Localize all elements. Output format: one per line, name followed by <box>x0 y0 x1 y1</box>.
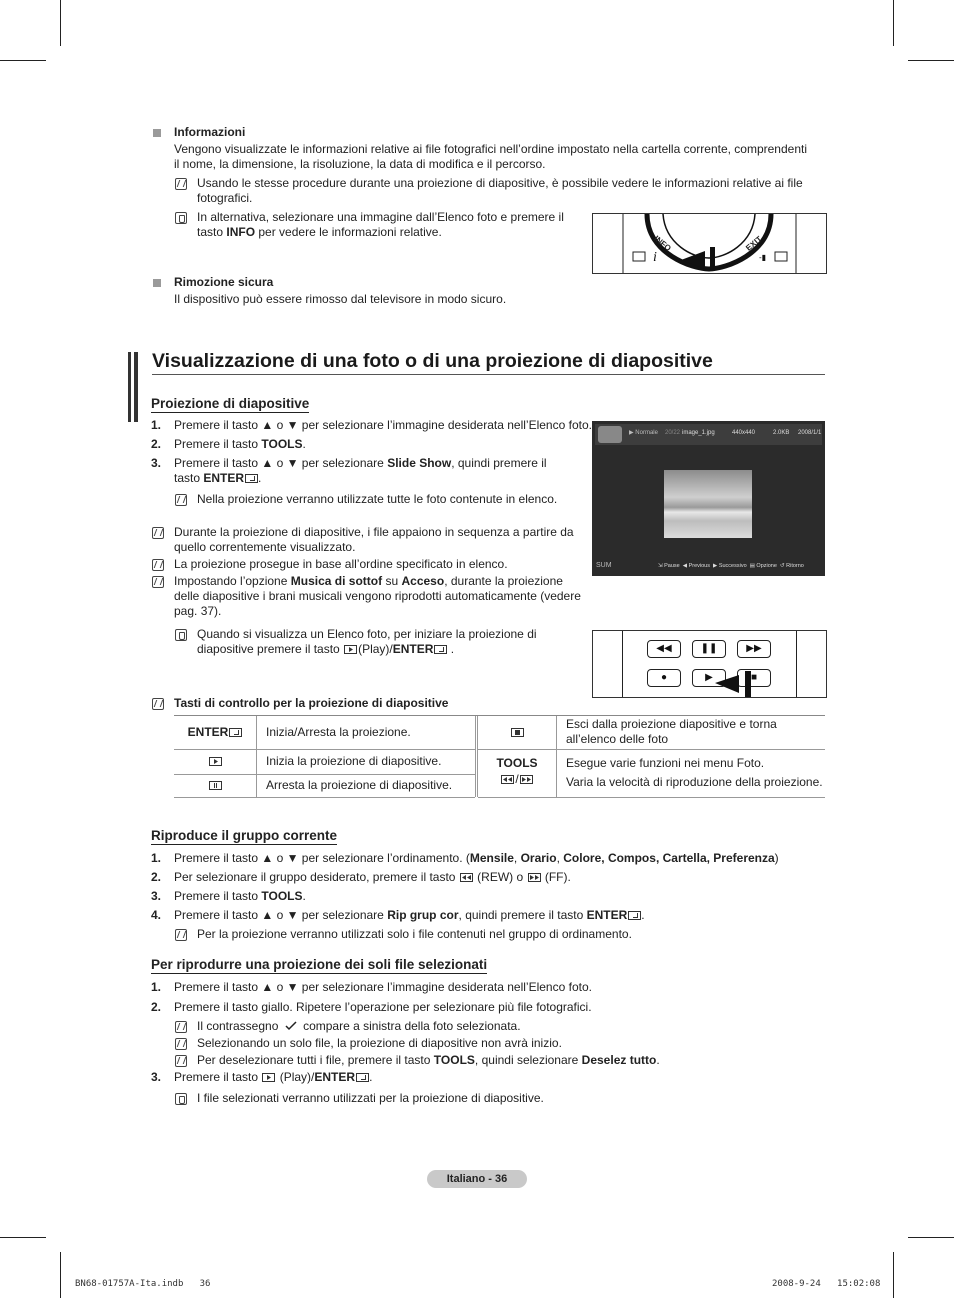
selezionati-note3: Per deselezionare tutti i file, premere il tasto TOOLS, quindi selezionare Deselez tutto. <box>197 1053 660 1067</box>
crop-mark <box>60 0 61 46</box>
gruppo-step4: Premere il tasto ▲ o ▼ per selezionare Rip grup cor, quindi premere il tasto ENTER . <box>174 908 645 922</box>
ff-icon <box>528 873 541 882</box>
page-title: Visualizzazione di una foto o di una proiezione di diapositive <box>152 350 713 372</box>
record-icon: ● <box>647 669 681 687</box>
footer-file: BN68-01757A-Ita.indb 36 <box>75 1279 211 1289</box>
note-icon <box>152 559 164 571</box>
crop-mark <box>908 60 954 61</box>
svg-text:i: i <box>653 250 657 265</box>
gruppo-note: Per la proiezione verranno utilizzati solo i file contenuti nel gruppo di ordinamento. <box>197 927 632 941</box>
bullet-square-icon <box>153 129 161 137</box>
crop-mark <box>0 60 46 61</box>
ff-icon <box>520 775 533 784</box>
slideshow-photo <box>664 470 752 538</box>
remote-info-drawing <box>593 214 826 273</box>
note-icon <box>175 1038 187 1050</box>
heading-gruppo: Riproduce il gruppo corrente <box>151 828 338 843</box>
enter-icon <box>229 728 242 737</box>
proiezione-step1: Premere il tasto ▲ o ▼ per selezionare l’immagine desiderata nell’Elenco foto. <box>174 418 592 432</box>
photo-folder-icon <box>598 426 622 443</box>
selezionati-note1: Il contrassegno compare a sinistra della foto selezionata. <box>197 1019 521 1033</box>
footer-datetime: 2008-9-24 15:02:08 <box>772 1279 881 1289</box>
note-icon <box>175 1021 187 1033</box>
pause-icon <box>209 781 222 790</box>
enter-icon <box>434 645 447 654</box>
play-icon <box>209 757 222 766</box>
pointer-hand-icon <box>713 667 763 697</box>
informazioni-title: Informazioni <box>174 125 246 139</box>
enter-icon <box>356 1073 369 1082</box>
hand-icon <box>175 212 187 224</box>
checkmark-icon <box>285 1021 297 1031</box>
gruppo-step2: Per selezionare il gruppo desiderato, premere il tasto (REW) o (FF). <box>174 870 571 884</box>
proiezione-hand-note: Quando si visualizza un Elenco foto, per iniziare la proiezione di diapositive premere il tasto (Play)/ENTER . <box>197 627 537 656</box>
remote-media-illustration <box>592 630 827 698</box>
gruppo-step3: Premere il tasto TOOLS. <box>174 889 306 903</box>
note-icon <box>175 494 187 506</box>
note-icon <box>175 929 187 941</box>
note-icon <box>175 178 187 190</box>
note-icon <box>152 698 164 710</box>
proiezione-note-b: La proiezione prosegue in base all’ordine specificato in elenco. <box>174 557 508 571</box>
ctrl-table-title: Tasti di controllo per la proiezione di diapositive <box>174 696 449 710</box>
ctrl-row-tools: TOOLS / Esegue varie funzioni nei menu Foto. Varia la velocità di riproduzione della proiezione. <box>478 750 825 798</box>
screen-help-bar: ⇲ Pause ◀ Previous ▶ Successivo ▤ Opzione ↺ Ritorno <box>658 563 804 569</box>
bullet-square-icon <box>153 279 161 287</box>
page-number-badge: Italiano - 36 <box>427 1170 527 1188</box>
heading-proiezione: Proiezione di diapositive <box>151 396 310 411</box>
svg-text:-▮: -▮ <box>759 253 767 262</box>
ctrl-table-left: ENTER Inizia/Arresta la proiezione. Inizia la proiezione di diapositive. Arresta la proiezione di diapositive. <box>174 716 475 798</box>
play-icon <box>262 1073 275 1082</box>
selezionati-step2: Premere il tasto giallo. Ripetere l’operazione per selezionare più file fotografici. <box>174 1000 592 1014</box>
rimozione-text: Il dispositivo può essere rimosso dal televisore in modo sicuro. <box>174 292 507 306</box>
rew-icon: ◀◀ <box>647 640 681 658</box>
proiezione-step3: Premere il tasto ▲ o ▼ per selezionare Slide Show, quindi premere il tasto ENTER . <box>174 456 547 485</box>
stop-icon <box>511 728 524 737</box>
pause-icon: ❚❚ <box>692 640 726 658</box>
rimozione-title: Rimozione sicura <box>174 275 274 289</box>
note-icon <box>152 576 164 588</box>
title-underline <box>152 374 825 375</box>
rew-icon <box>501 775 514 784</box>
crop-mark <box>893 0 894 46</box>
crop-mark <box>893 1252 894 1298</box>
selezionati-note2: Selezionando un solo file, la proiezione di diapositive non avrà inizio. <box>197 1036 562 1050</box>
informazioni-note2: In alternativa, selezionare una immagine dall’Elenco foto e premere il tasto INFO per vedere le informazioni relative. <box>197 210 564 239</box>
slideshow-screen: ▶ Normale 20/22 image_1.jpg 440x440 2.0KB 2008/1/1 SUM ⇲ Pause ◀ Previous ▶ Successivo ▤ Opzione ↺ Ritorno <box>592 421 825 576</box>
play-icon <box>344 645 357 654</box>
heading-selezionati: Per riprodurre una proiezione dei soli file selezionati <box>151 957 488 972</box>
rew-icon <box>460 873 473 882</box>
crop-mark <box>908 1237 954 1238</box>
gruppo-step1: Premere il tasto ▲ o ▼ per selezionare l’ordinamento. (Mensile, Orario, Colore, Compos, Cartella, Preferenza) <box>174 851 779 865</box>
selezionati-hand-note: I file selezionati verranno utilizzati per la proiezione di diapositive. <box>197 1091 544 1105</box>
note-icon <box>175 1055 187 1067</box>
ctrl-row-stop: Esci dalla proiezione diapositive e torna all’elenco delle foto <box>478 716 825 750</box>
selezionati-step1: Premere il tasto ▲ o ▼ per selezionare l’immagine desiderata nell’Elenco foto. <box>174 980 592 994</box>
note-icon <box>152 527 164 539</box>
proiezione-note-c: Impostando l’opzione Musica di sottof su Acceso, durante la proiezione delle diapositive i brani musicali vengono riprodotti automaticamente (vedere pag. 37). <box>174 574 581 618</box>
ff-icon: ▶▶ <box>737 640 771 658</box>
play-icon: ▶ <box>692 669 726 687</box>
info-key-label: INFO <box>652 233 673 254</box>
proiezione-step3-note: Nella proiezione verranno utilizzate tutte le foto contenute in elenco. <box>197 492 558 506</box>
hand-icon <box>175 629 187 641</box>
selezionati-step3: Premere il tasto (Play)/ENTER . <box>174 1070 373 1084</box>
proiezione-step2: Premere il tasto TOOLS. <box>174 437 306 451</box>
exit-key-label: EXIT <box>744 234 764 253</box>
title-bar-decoration <box>134 352 138 422</box>
informazioni-note1: Usando le stesse procedure durante una proiezione di diapositive, è possibile vedere le informazioni relative ai file fotografici. <box>197 176 803 205</box>
stop-icon: ■ <box>737 669 771 687</box>
enter-icon <box>628 911 641 920</box>
crop-mark <box>0 1237 46 1238</box>
proiezione-note-a: Durante la proiezione di diapositive, i file appaiono in sequenza a partire da quello correntemente visualizzato. <box>174 525 574 554</box>
title-bar-decoration <box>128 352 131 422</box>
hand-icon <box>175 1093 187 1105</box>
crop-mark <box>60 1252 61 1298</box>
enter-icon <box>245 474 258 483</box>
remote-info-illustration <box>592 213 827 274</box>
informazioni-text: Vengono visualizzate le informazioni relative ai file fotografici nell’ordine impostato nella cartella corrente, comprendenti il nome, la dimensione, la risoluzione, la data di modifica e il percorso. <box>174 142 808 171</box>
